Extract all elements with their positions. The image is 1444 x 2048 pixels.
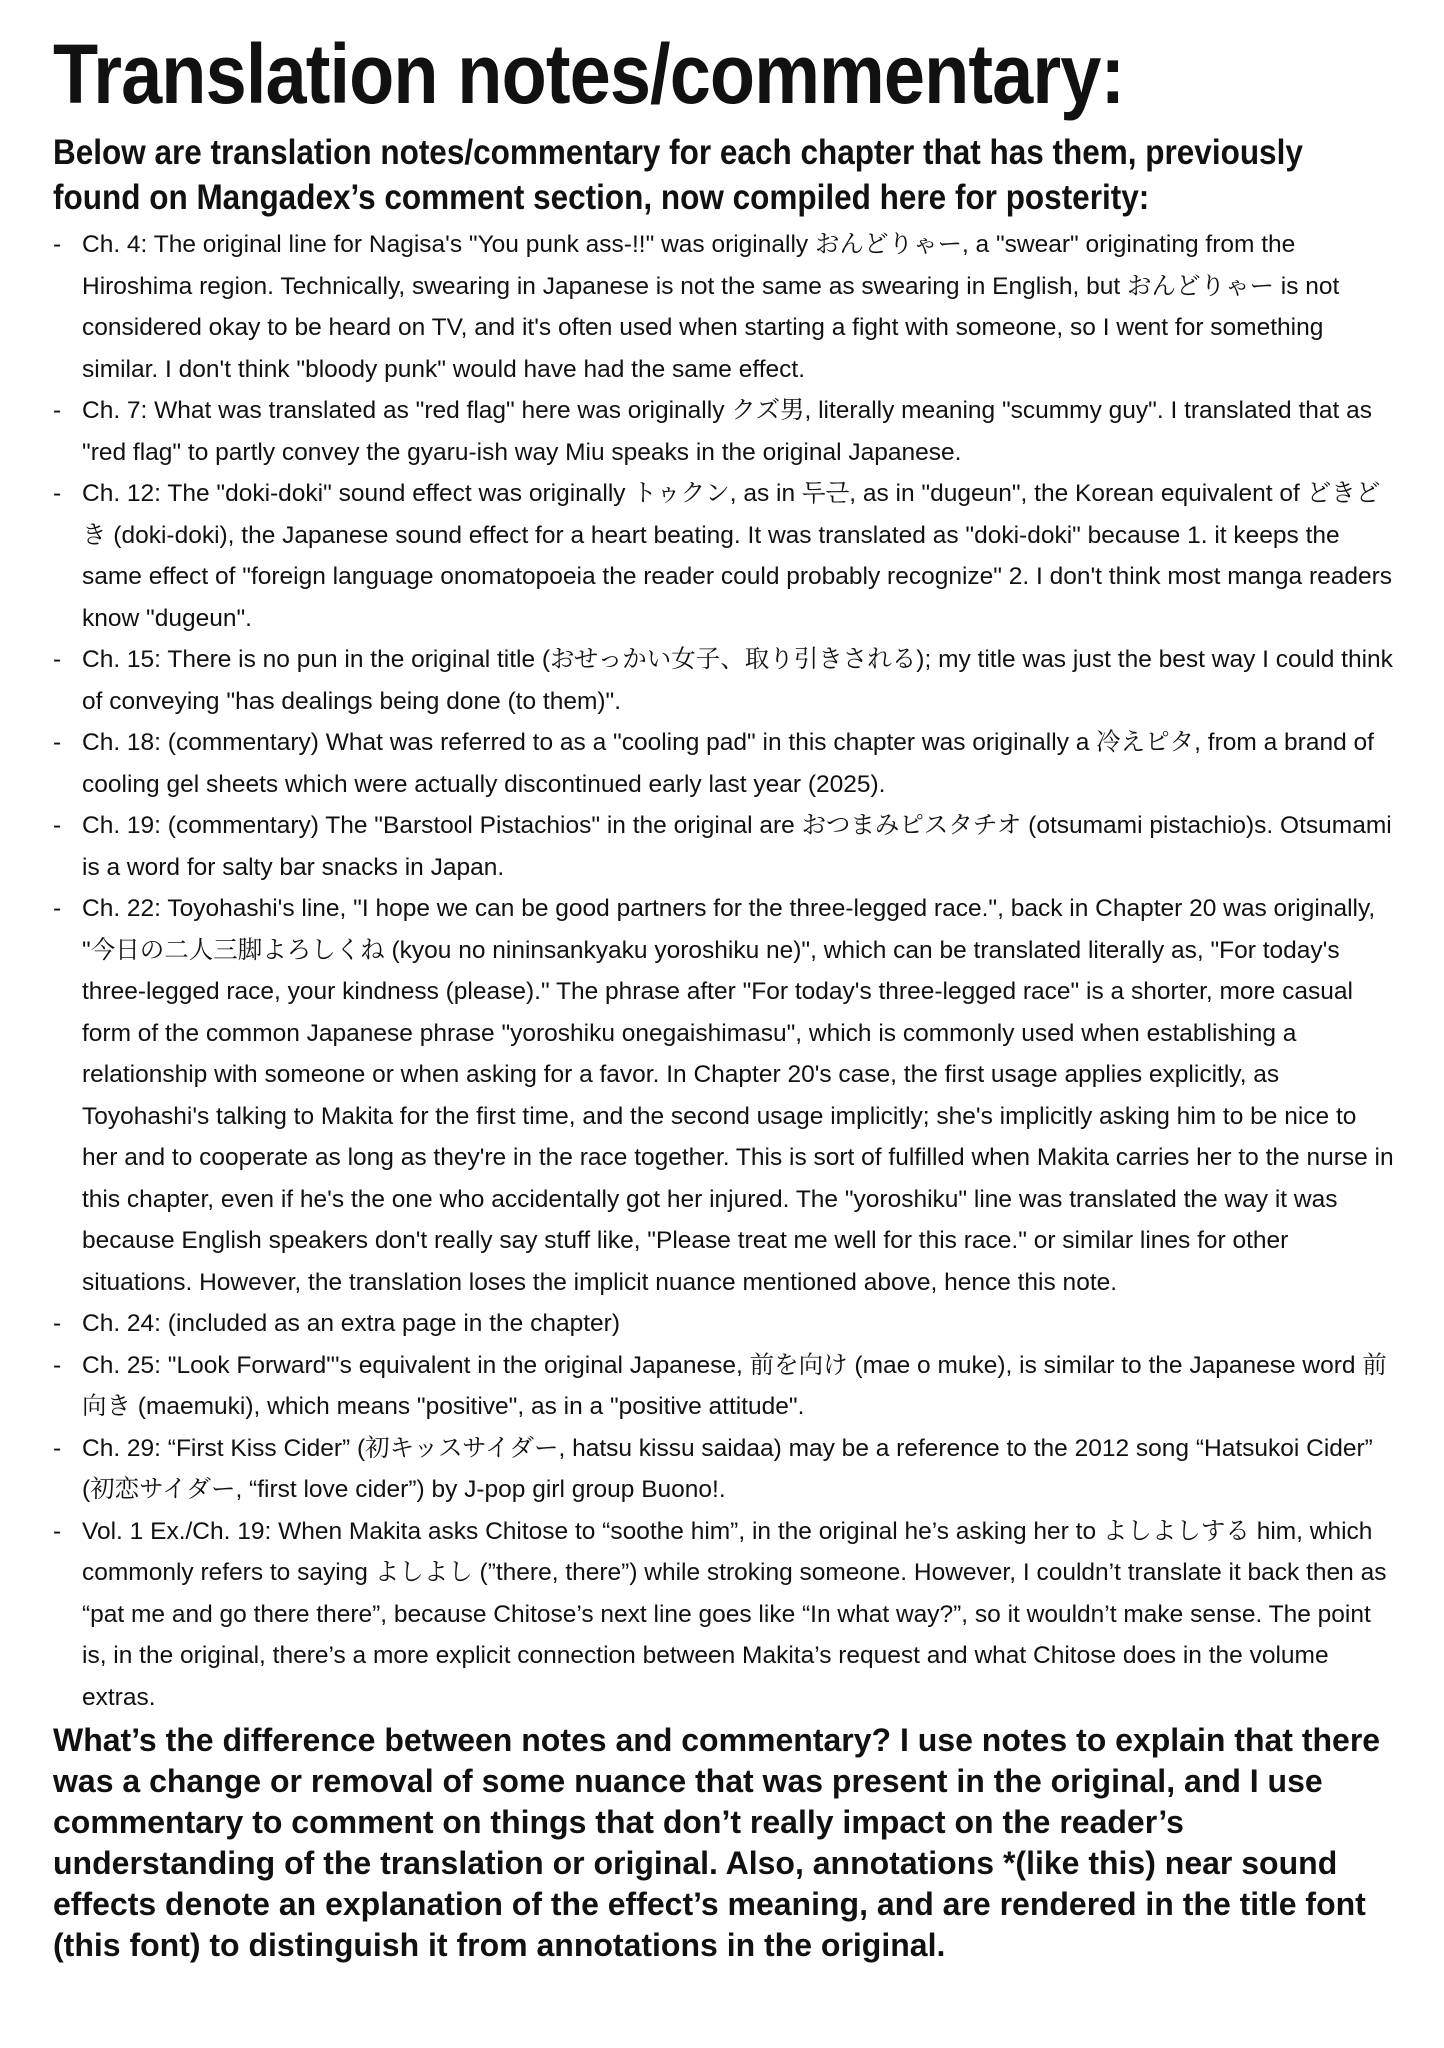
note-item: - Vol. 1 Ex./Ch. 19: When Makita asks Chitose to “soothe him”, in the original he’s asking her to よしよしする him, which commonly refers to saying よしよし (”there, there”) while stroking someone. However, I couldn’t translate it back then as “pat me and go there there”, because Chitose’s next line goes like “In what way?”, so it wouldn’t make sense. The point is, in the original, there’s a more explicit connection between Makita’s request and what Chitose does in the volume extras. <box>53 1511 1398 1719</box>
note-item: - Ch. 25: "Look Forward"'s equivalent in the original Japanese, 前を向け (mae o muke), is similar to the Japanese word 前向き (maemuki), which means "positive", as in a "positive attitude". <box>53 1345 1398 1428</box>
note-item: - Ch. 15: There is no pun in the original title (おせっかい女子、取り引きされる); my title was just the best way I could think of conveying "has dealings being done (to them)". <box>53 639 1398 722</box>
page-title: Translation notes/commentary: <box>53 27 1125 121</box>
note-item: - Ch. 29: “First Kiss Cider” (初キッスサイダー, hatsu kissu saidaa) may be a reference to the 2012 song “Hatsukoi Cider” (初恋サイダー, “first love cider”) by J-pop girl group Buono!. <box>53 1428 1398 1511</box>
note-item: - Ch. 7: What was translated as "red flag" here was originally クズ男, literally meaning "scummy guy". I translated that as "red flag" to partly convey the gyaru-ish way Miu speaks in the original Japanese. <box>53 390 1398 473</box>
note-item: - Ch. 4: The original line for Nagisa's "You punk ass-!!" was originally おんどりゃー, a "swear" originating from the Hiroshima region. Technically, swearing in Japanese is not the same as swearing in English, but おんどりゃー is not considered okay to be heard on TV, and it's often used when starting a fight with someone, so I went for something similar. I don't think "bloody punk" would have had the same effect. <box>53 224 1398 390</box>
intro-paragraph: Below are translation notes/commentary for each chapter that has them, previously found on Mangadex’s comment section, now compiled here for posterity: <box>53 133 1303 217</box>
note-item: - Ch. 19: (commentary) The "Barstool Pistachios" in the original are おつまみピスタチオ (otsumami pistachio)s. Otsumami is a word for salty bar snacks in Japan. <box>53 805 1398 888</box>
notes-list <box>53 224 1398 1718</box>
closing-paragraph: What’s the difference between notes and commentary? I use notes to explain that there was a change or removal of some nuance that was present in the original, and I use commentary to comment on things that don’t really impact on the reader’s understanding of the translation or original. Also, annotations *(like this) near sound effects denote an explanation of the effect’s meaning, and are rendered in the title font (this font) to distinguish it from annotations in the original. <box>53 1722 1381 1963</box>
note-item: - Ch. 24: (included as an extra page in the chapter) <box>53 1303 1398 1345</box>
note-item: - Ch. 22: Toyohashi's line, "I hope we can be good partners for the three-legged race.", back in Chapter 20 was originally, "今日の二人三脚よろしくね (kyou no nininsankyaku yoroshiku ne)", which can be translated literally as, "For today's three-legged race, your kindness (please)." The phrase after "For today's three-legged race" is a shorter, more casual form of the common Japanese phrase "yoroshiku onegaishimasu", which is commonly used when establishing a relationship with someone or when asking for a favor. In Chapter 20's case, the first usage applies explicitly, as Toyohashi's talking to Makita for the first time, and the second usage implicitly; she's implicitly asking him to be nice to her and to cooperate as long as they're in the race together. This is sort of fulfilled when Makita carries her to the nurse in this chapter, even if he's the one who accidentally got her injured. The "yoroshiku" line was translated the way it was because English speakers don't really say stuff like, "Please treat me well for this race." or similar lines for other situations. However, the translation loses the implicit nuance mentioned above, hence this note. <box>53 888 1398 1303</box>
note-item: - Ch. 18: (commentary) What was referred to as a "cooling pad" in this chapter was originally a 冷えピタ, from a brand of cooling gel sheets which were actually discontinued early last year (2025). <box>53 722 1398 805</box>
note-item: - Ch. 12: The "doki-doki" sound effect was originally トゥクン, as in 두근, as in "dugeun", the Korean equivalent of どきどき (doki-doki), the Japanese sound effect for a heart beating. It was translated as "doki-doki" because 1. it keeps the same effect of "foreign language onomatopoeia the reader could probably recognize" 2. I don't think most manga readers know "dugeun". <box>53 473 1398 639</box>
